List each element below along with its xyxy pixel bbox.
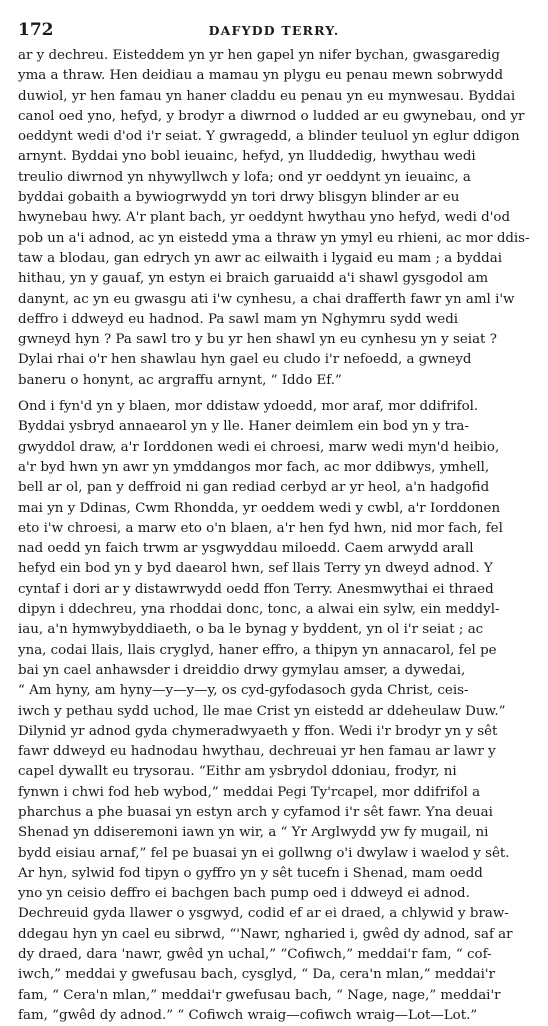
text-line: Shenad yn ddiseremoni iawn yn wir, a “ Yr Arglwydd yw fy mugail, ni — [18, 825, 489, 841]
text-line: iwch y pethau sydd uchod, lle mae Crist yn eistedd ar ddeheulaw Duw.” — [18, 703, 506, 719]
text-line: capel dywallt eu trysorau. “Eithr am ysbrydol ddoniau, frodyr, ni — [18, 764, 457, 780]
text-line: “ Am hyny, am hyny—y—y—y, os cyd-gyfodasoch gyda Christ, ceis- — [18, 683, 469, 699]
text-line: hefyd ein bod yn y byd daearol hwn, sef llais Terry yn dweyd adnod. Y — [18, 561, 493, 577]
text-line: mai yn y Ddinas, Cwm Rhondda, yr oeddem wedi y cwbl, a'r Iorddonen — [18, 500, 501, 516]
text-line: arnynt. Byddai yno bobl ieuainc, hefyd, yn lluddedig, hwythau wedi — [18, 149, 476, 165]
text-line: duwiol, yr hen famau yn haner claddu eu penau yn eu mynwesau. Byddai — [18, 88, 516, 104]
text-line: bai yn cael anhawsder i dreiddio drwy gymylau amser, a dywedai, — [18, 662, 466, 678]
text-line: fynwn i chwi fod heb wybod,” meddai Pegi Ty'rcapel, mor ddifrifol a — [18, 784, 481, 800]
text-line: hwynebau hwy. A'r plant bach, yr oeddynt hwythau yno hefyd, wedi d'od — [18, 210, 511, 226]
text-line: dy draed, dara 'nawr, gwêd yn uchal,” “Cofiwch,” meddai'r fam, “ cof- — [18, 947, 492, 963]
body-text — [18, 46, 530, 1026]
text-line: yna, codai llais, llais cryglyd, haner effro, a thipyn yn annacarol, fel pe — [18, 642, 497, 658]
text-line: a'r byd hwn yn awr yn ymddangos mor fach, ac mor ddibwys, ymhell, — [18, 459, 490, 475]
running-head: DAFYDD TERRY. — [208, 23, 340, 38]
text-line: Dylai rhai o'r hen shawlau hyn gael eu cludo i'r nefoedd, a gwneyd — [18, 352, 472, 368]
text-line: byddai gobaith a bywiogrwydd yn tori drwy blisgyn blinder ar eu — [18, 190, 460, 206]
text-line: hithau, yn y gauaf, yn estyn ei braich garuaidd a'i shawl gysgodol am — [18, 271, 489, 287]
text-line: pob un a'i adnod, ac yn eistedd yma a thraw yn ymyl eu rhieni, ac mor ddis- — [18, 230, 530, 246]
text-line: nad oedd yn faich trwm ar ysgwyddau miloedd. Caem arwydd arall — [18, 541, 474, 557]
text-line: Dechreuid gyda llawer o ysgwyd, codid ef ar ei draed, a chlywid y braw- — [18, 906, 509, 922]
text-line: iau, a'n hymwybyddiaeth, o ba le bynag y byddent, yn ol i'r seiat ; ac — [18, 622, 484, 638]
text-line: taw a blodau, gan edrych yn awr ac eilwaith i lygaid eu mam ; a byddai — [18, 250, 503, 266]
text-line: oeddynt wedi d'od i'r seiat. Y gwragedd, a blinder teuluol yn eglur ddigon — [18, 129, 520, 145]
text-line: Ond i fyn'd yn y blaen, mor ddistaw ydoedd, mor araf, mor ddifrifol. — [18, 399, 479, 415]
text-line: treulio diwrnod yn nhywyllwch y lofa; ond yr oeddynt yn ieuainc, a — [18, 169, 471, 185]
text-line: cyntaf i dori ar y distawrwydd oedd ffon Terry. Anesmwythai ei thraed — [18, 581, 494, 597]
text-line: fam, “ Cera'n mlan,” meddai'r gwefusau bach, “ Nage, nage,” meddai'r — [18, 987, 501, 1003]
text-line: ar y dechreu. Eisteddem yn yr hen gapel yn nifer bychan, gwasgaredig — [18, 48, 500, 63]
text-line: gwneyd hyn ? Pa sawl tro y bu yr hen shawl yn eu cynhesu yn y seiat ? — [18, 332, 497, 348]
text-line: Byddai ysbryd annaearol yn y lle. Haner deimlem ein bod yn y tra- — [18, 419, 469, 435]
text-line: Ar hyn, sylwid fod tipyn o gyffro yn y sêt tucefn i Shenad, mam oedd — [18, 865, 483, 881]
page-header — [18, 20, 530, 46]
text-line: deffro i ddweyd eu hadnod. Pa sawl mam yn Nghymru sydd wedi — [18, 311, 459, 327]
text-line: pharchus a phe buasai yn estyn arch y cyfamod i'r sêt fawr. Yna deuai — [18, 804, 493, 820]
text-line: fam, “gwêd dy adnod.” “ Cofiwch wraig—cofiwch wraig—Lot—Lot.” — [18, 1007, 478, 1023]
text-line: dipyn i ddechreu, yna rhoddai donc, tonc, a alwai ein sylw, ein meddyl- — [18, 602, 500, 618]
text-line: fawr ddweyd eu hadnodau hwythau, dechreuai yr hen famau ar lawr y — [18, 744, 496, 760]
paragraph — [18, 397, 530, 1026]
text-line: danynt, ac yn eu gwasgu ati i'w cynhesu, a chai drafferth fawr yn aml i'w — [18, 291, 515, 307]
text-line: yno yn ceisio deffro ei bachgen bach pump oed i ddweyd ei adnod. — [18, 886, 470, 902]
text-line: ddegau hyn yn cael eu sibrwd, “'Nawr, ngharied i, gwêd dy adnod, saf ar — [18, 926, 513, 942]
text-line: gwyddol draw, a'r Iorddonen wedi ei chroesi, marw wedi myn'd heibio, — [18, 439, 500, 455]
text-line: eto i'w chroesi, a marw eto o'n blaen, a'r hen fyd hwn, nid mor fach, fel — [18, 520, 503, 536]
text-line: bydd eisiau arnaf,” fel pe buasai yn ei gollwng o'i dwylaw i waelod y sêt. — [18, 845, 510, 861]
text-line: iwch,” meddai y gwefusau bach, cysglyd, “ Da, cera'n mlan,” meddai'r — [18, 967, 496, 983]
text-line: yma a thraw. Hen deidiau a mamau yn plygu eu penau mewn sobrwydd — [18, 68, 504, 84]
text-line: baneru o honynt, ac argraffu arnynt, “ Iddo Ef.” — [18, 372, 342, 388]
paragraph — [18, 46, 530, 391]
text-line: Dilynid yr adnod gyda chymeradwyaeth y ffon. Wedi i'r brodyr yn y sêt — [18, 723, 498, 739]
text-line: bell ar ol, pan y deffroid ni gan rediad cerbyd ar yr heol, a'n hadgofid — [18, 480, 490, 496]
text-line: canol oed yno, hefyd, y brodyr a diwrnod o ludded ar eu gwynebau, ond yr — [18, 108, 525, 124]
page-number: 172 — [18, 20, 54, 40]
